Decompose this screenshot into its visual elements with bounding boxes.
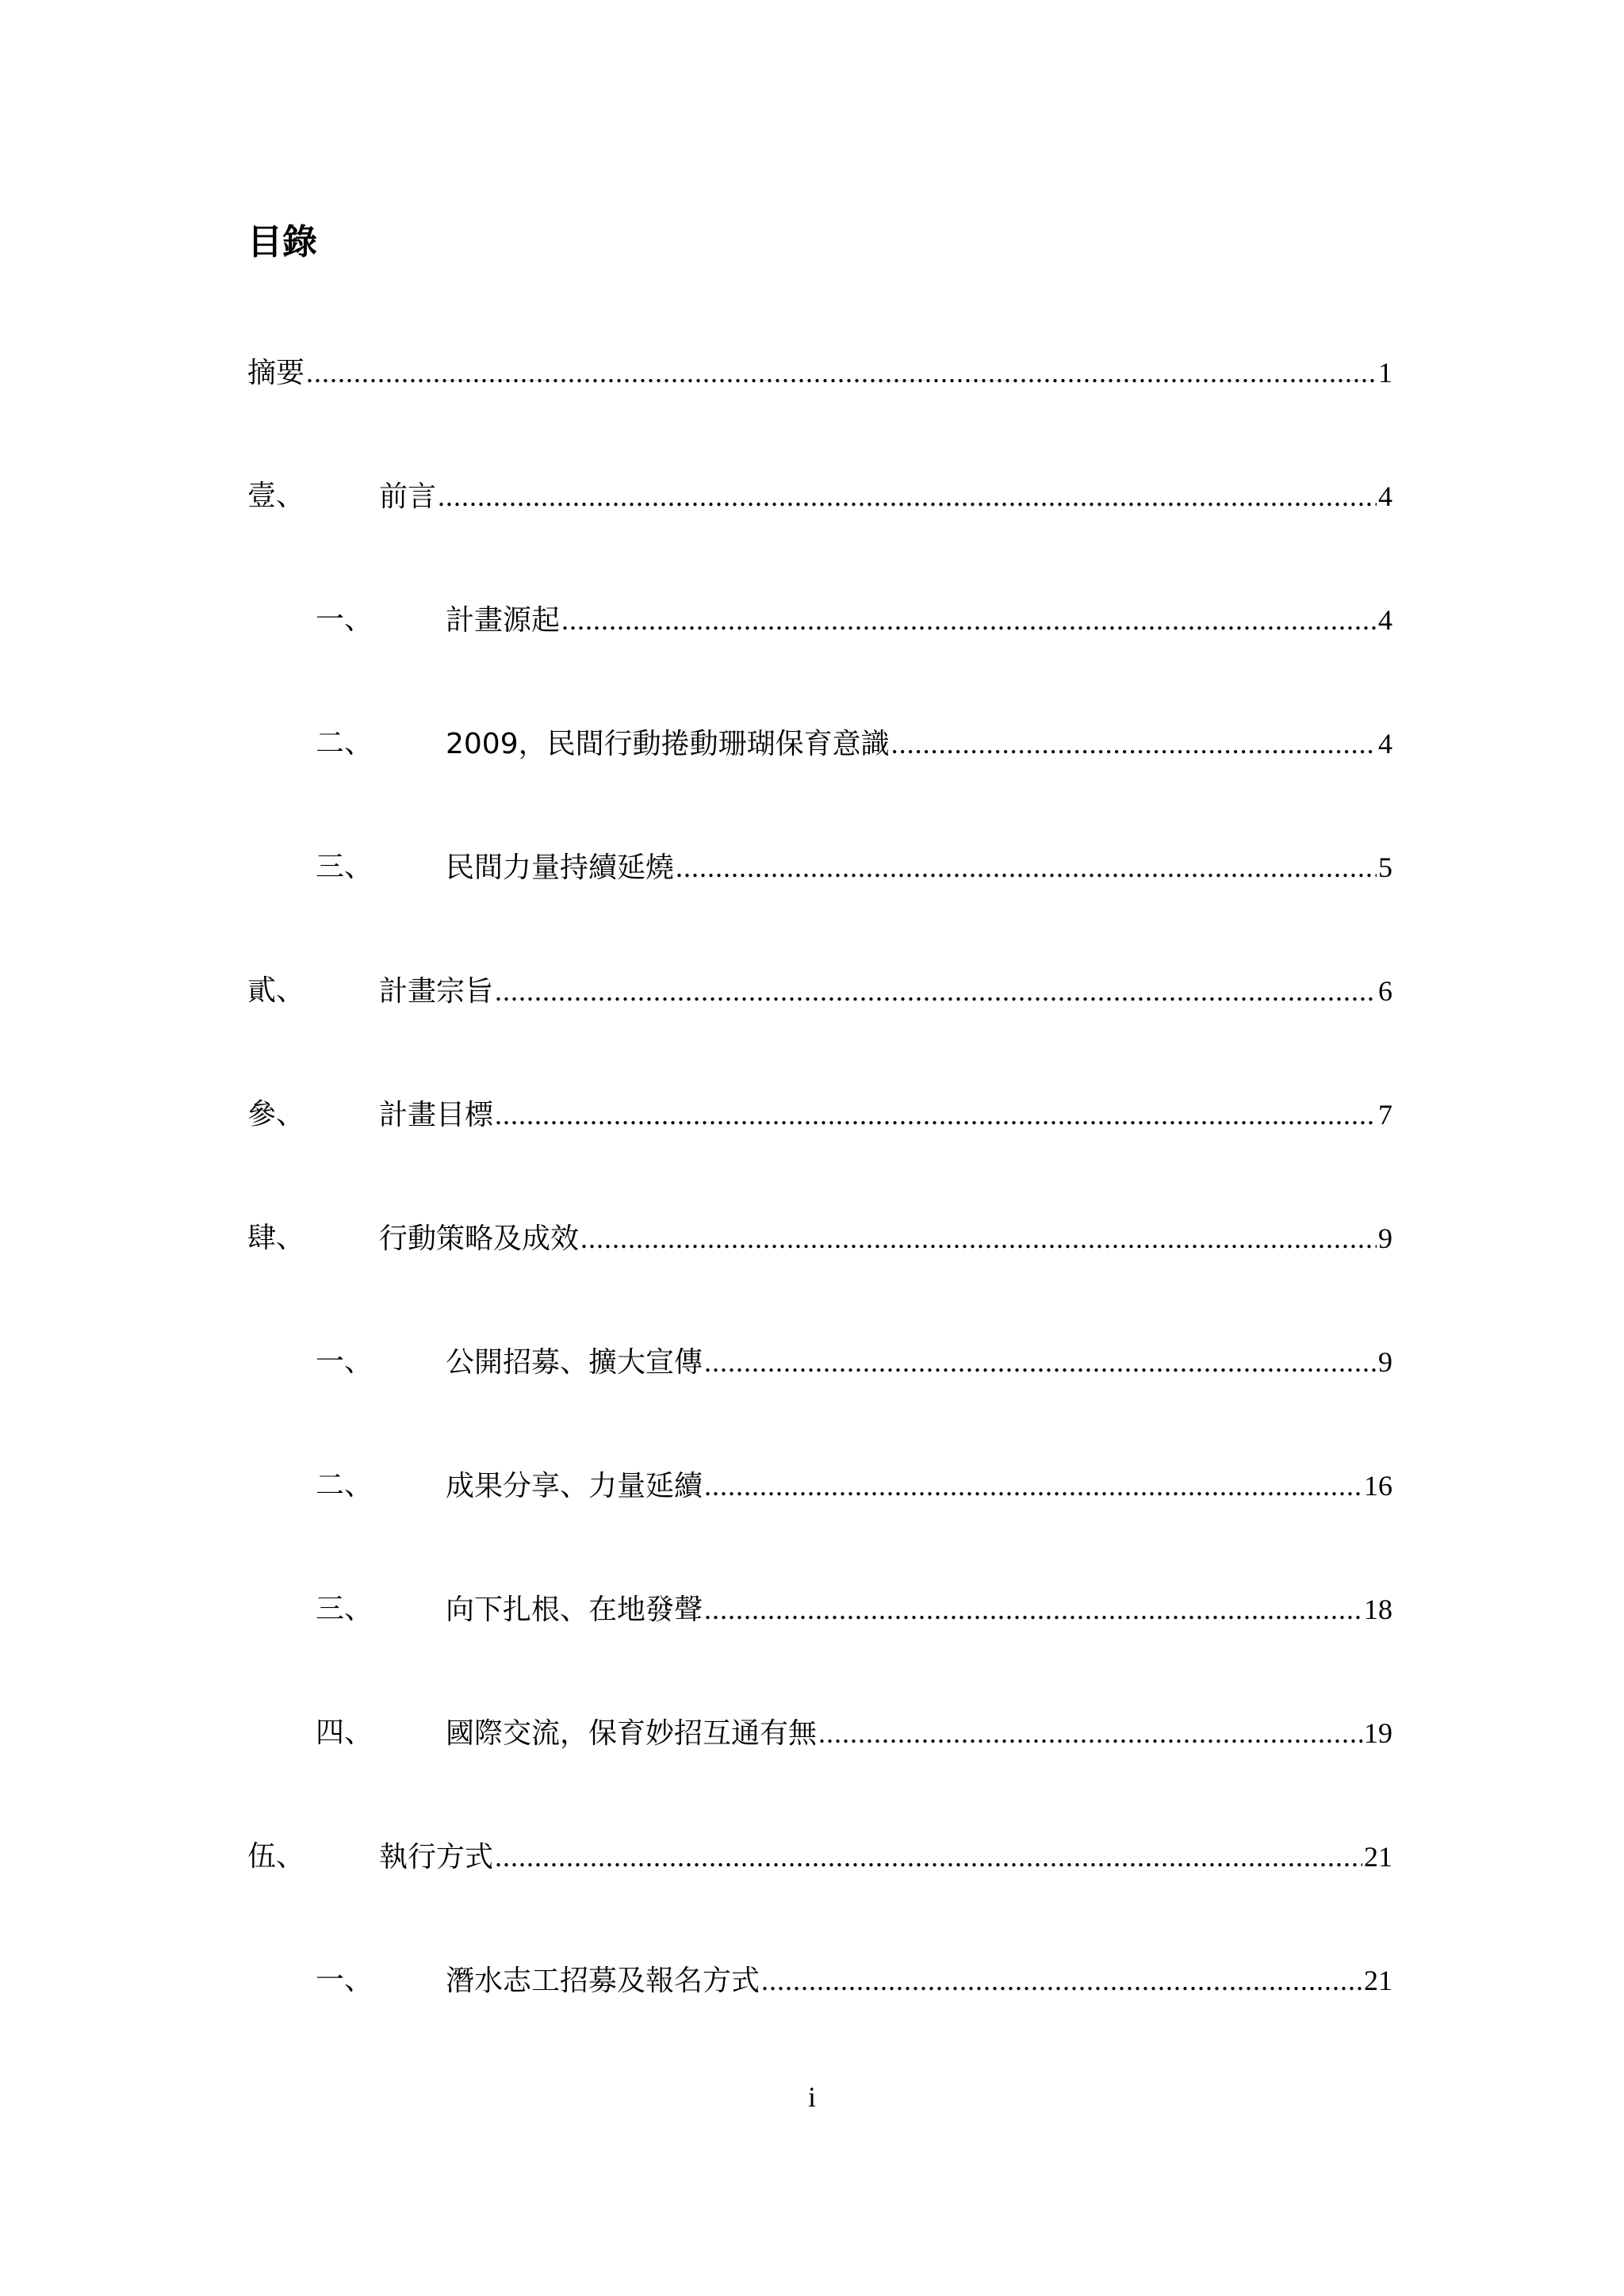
toc-entry-number: 三、 [316, 1593, 373, 1625]
toc-entry-page: 4 [1378, 604, 1392, 636]
toc-entry[interactable] [0, 1957, 1624, 2004]
toc-dot-leader [704, 1462, 1362, 1510]
toc-entry-page: 21 [1364, 1841, 1392, 1873]
toc-entry-line [446, 1957, 1392, 2005]
toc-entry-text: 公開招募、擴大宣傳 [446, 1346, 703, 1379]
toc-entry-text: 國際交流，保育妙招互通有無 [446, 1717, 818, 1750]
toc-dot-leader [306, 349, 1377, 396]
toc-dot-leader [704, 1586, 1362, 1633]
toc-entry-page: 18 [1364, 1594, 1392, 1625]
toc-entry-page: 19 [1364, 1717, 1392, 1749]
toc-entry-text: 潛水志工招募及報名方式 [446, 1965, 760, 1997]
toc-dot-leader [676, 844, 1377, 891]
toc-dot-leader [495, 1091, 1377, 1138]
toc-entry-number: 肆、 [247, 1222, 305, 1254]
toc-entry-page: 9 [1378, 1346, 1392, 1378]
toc-dot-leader [761, 1957, 1362, 2004]
toc-entry-page: 5 [1378, 851, 1392, 883]
toc-entry-page: 4 [1378, 480, 1392, 512]
toc-entry-line [379, 1215, 1392, 1263]
toc-entry-line [379, 1833, 1392, 1881]
toc-entry-text: 向下扎根、在地發聲 [446, 1594, 703, 1626]
toc-entry[interactable] [0, 1091, 1624, 1138]
toc-entry[interactable] [0, 1709, 1624, 1757]
toc-entry-line [379, 473, 1392, 521]
toc-title: 目錄 [247, 222, 317, 262]
toc-entry[interactable] [0, 1462, 1624, 1510]
toc-entry-number: 一、 [316, 1345, 373, 1378]
toc-entry-number: 二、 [316, 1469, 373, 1502]
toc-entry-page: 9 [1378, 1223, 1392, 1254]
toc-entry-number: 壹、 [247, 480, 305, 512]
toc-entry-line [446, 720, 1392, 768]
toc-entry-line [247, 349, 1392, 397]
toc-entry[interactable] [0, 1833, 1624, 1881]
page-number: i [807, 2081, 816, 2113]
toc-entry[interactable] [0, 720, 1624, 767]
toc-entry-number: 一、 [316, 1964, 373, 1996]
toc-entry-text: 計畫源起 [446, 604, 561, 637]
toc-entry-number: 參、 [247, 1098, 305, 1131]
toc-entry[interactable] [0, 349, 1624, 396]
toc-entry-line [446, 1462, 1392, 1510]
toc-entry-line [446, 844, 1392, 892]
toc-dot-leader [561, 596, 1377, 644]
toc-dot-leader [891, 720, 1377, 767]
toc-entry-page: 1 [1378, 357, 1392, 388]
toc-entry-page: 4 [1378, 728, 1392, 760]
toc-entry-text: 計畫目標 [379, 1099, 494, 1131]
toc-entry-text: 計畫宗旨 [379, 975, 494, 1008]
toc-entry-text: 行動策略及成效 [379, 1223, 580, 1255]
toc-entry-line [446, 1709, 1392, 1758]
toc-entry-number: 二、 [316, 727, 373, 760]
toc-entry-text: 2009，民間行動捲動珊瑚保育意識 [446, 728, 890, 760]
toc-entry-line [379, 1091, 1392, 1139]
toc-entry-number: 一、 [316, 603, 373, 636]
toc-entry-line [446, 1338, 1392, 1387]
toc-entry-number: 四、 [316, 1716, 373, 1749]
toc-entry[interactable] [0, 844, 1624, 891]
toc-dot-leader [580, 1215, 1377, 1262]
toc-dot-leader [818, 1709, 1362, 1757]
toc-dot-leader [495, 967, 1377, 1015]
toc-dot-leader [495, 1833, 1362, 1881]
toc-entry-page: 16 [1364, 1470, 1392, 1502]
toc-entry[interactable] [0, 473, 1624, 520]
toc-entry-line [379, 967, 1392, 1016]
toc-entry-page: 7 [1378, 1099, 1392, 1131]
toc-entry-number: 三、 [316, 851, 373, 883]
toc-dot-leader [704, 1338, 1377, 1386]
toc-dot-leader [438, 473, 1377, 520]
toc-entry-number: 伍、 [247, 1840, 305, 1873]
toc-entry-text: 民間力量持續延燒 [446, 851, 675, 884]
toc-entry[interactable] [0, 1586, 1624, 1633]
toc-entry-number: 貳、 [247, 974, 305, 1007]
toc-entry-page: 21 [1364, 1965, 1392, 1996]
toc-entry-page: 6 [1378, 975, 1392, 1007]
toc-entry-line [446, 1586, 1392, 1634]
toc-entry-line [446, 596, 1392, 645]
toc-entry[interactable] [0, 967, 1624, 1015]
toc-entry-text: 成果分享、力量延續 [446, 1470, 703, 1502]
toc-entry[interactable] [0, 1215, 1624, 1262]
toc-entry[interactable] [0, 596, 1624, 644]
toc-entry-text: 執行方式 [379, 1841, 494, 1873]
toc-entry-text: 摘要 [247, 357, 305, 389]
toc-entry[interactable] [0, 1338, 1624, 1386]
toc-entry-text: 前言 [379, 480, 437, 513]
